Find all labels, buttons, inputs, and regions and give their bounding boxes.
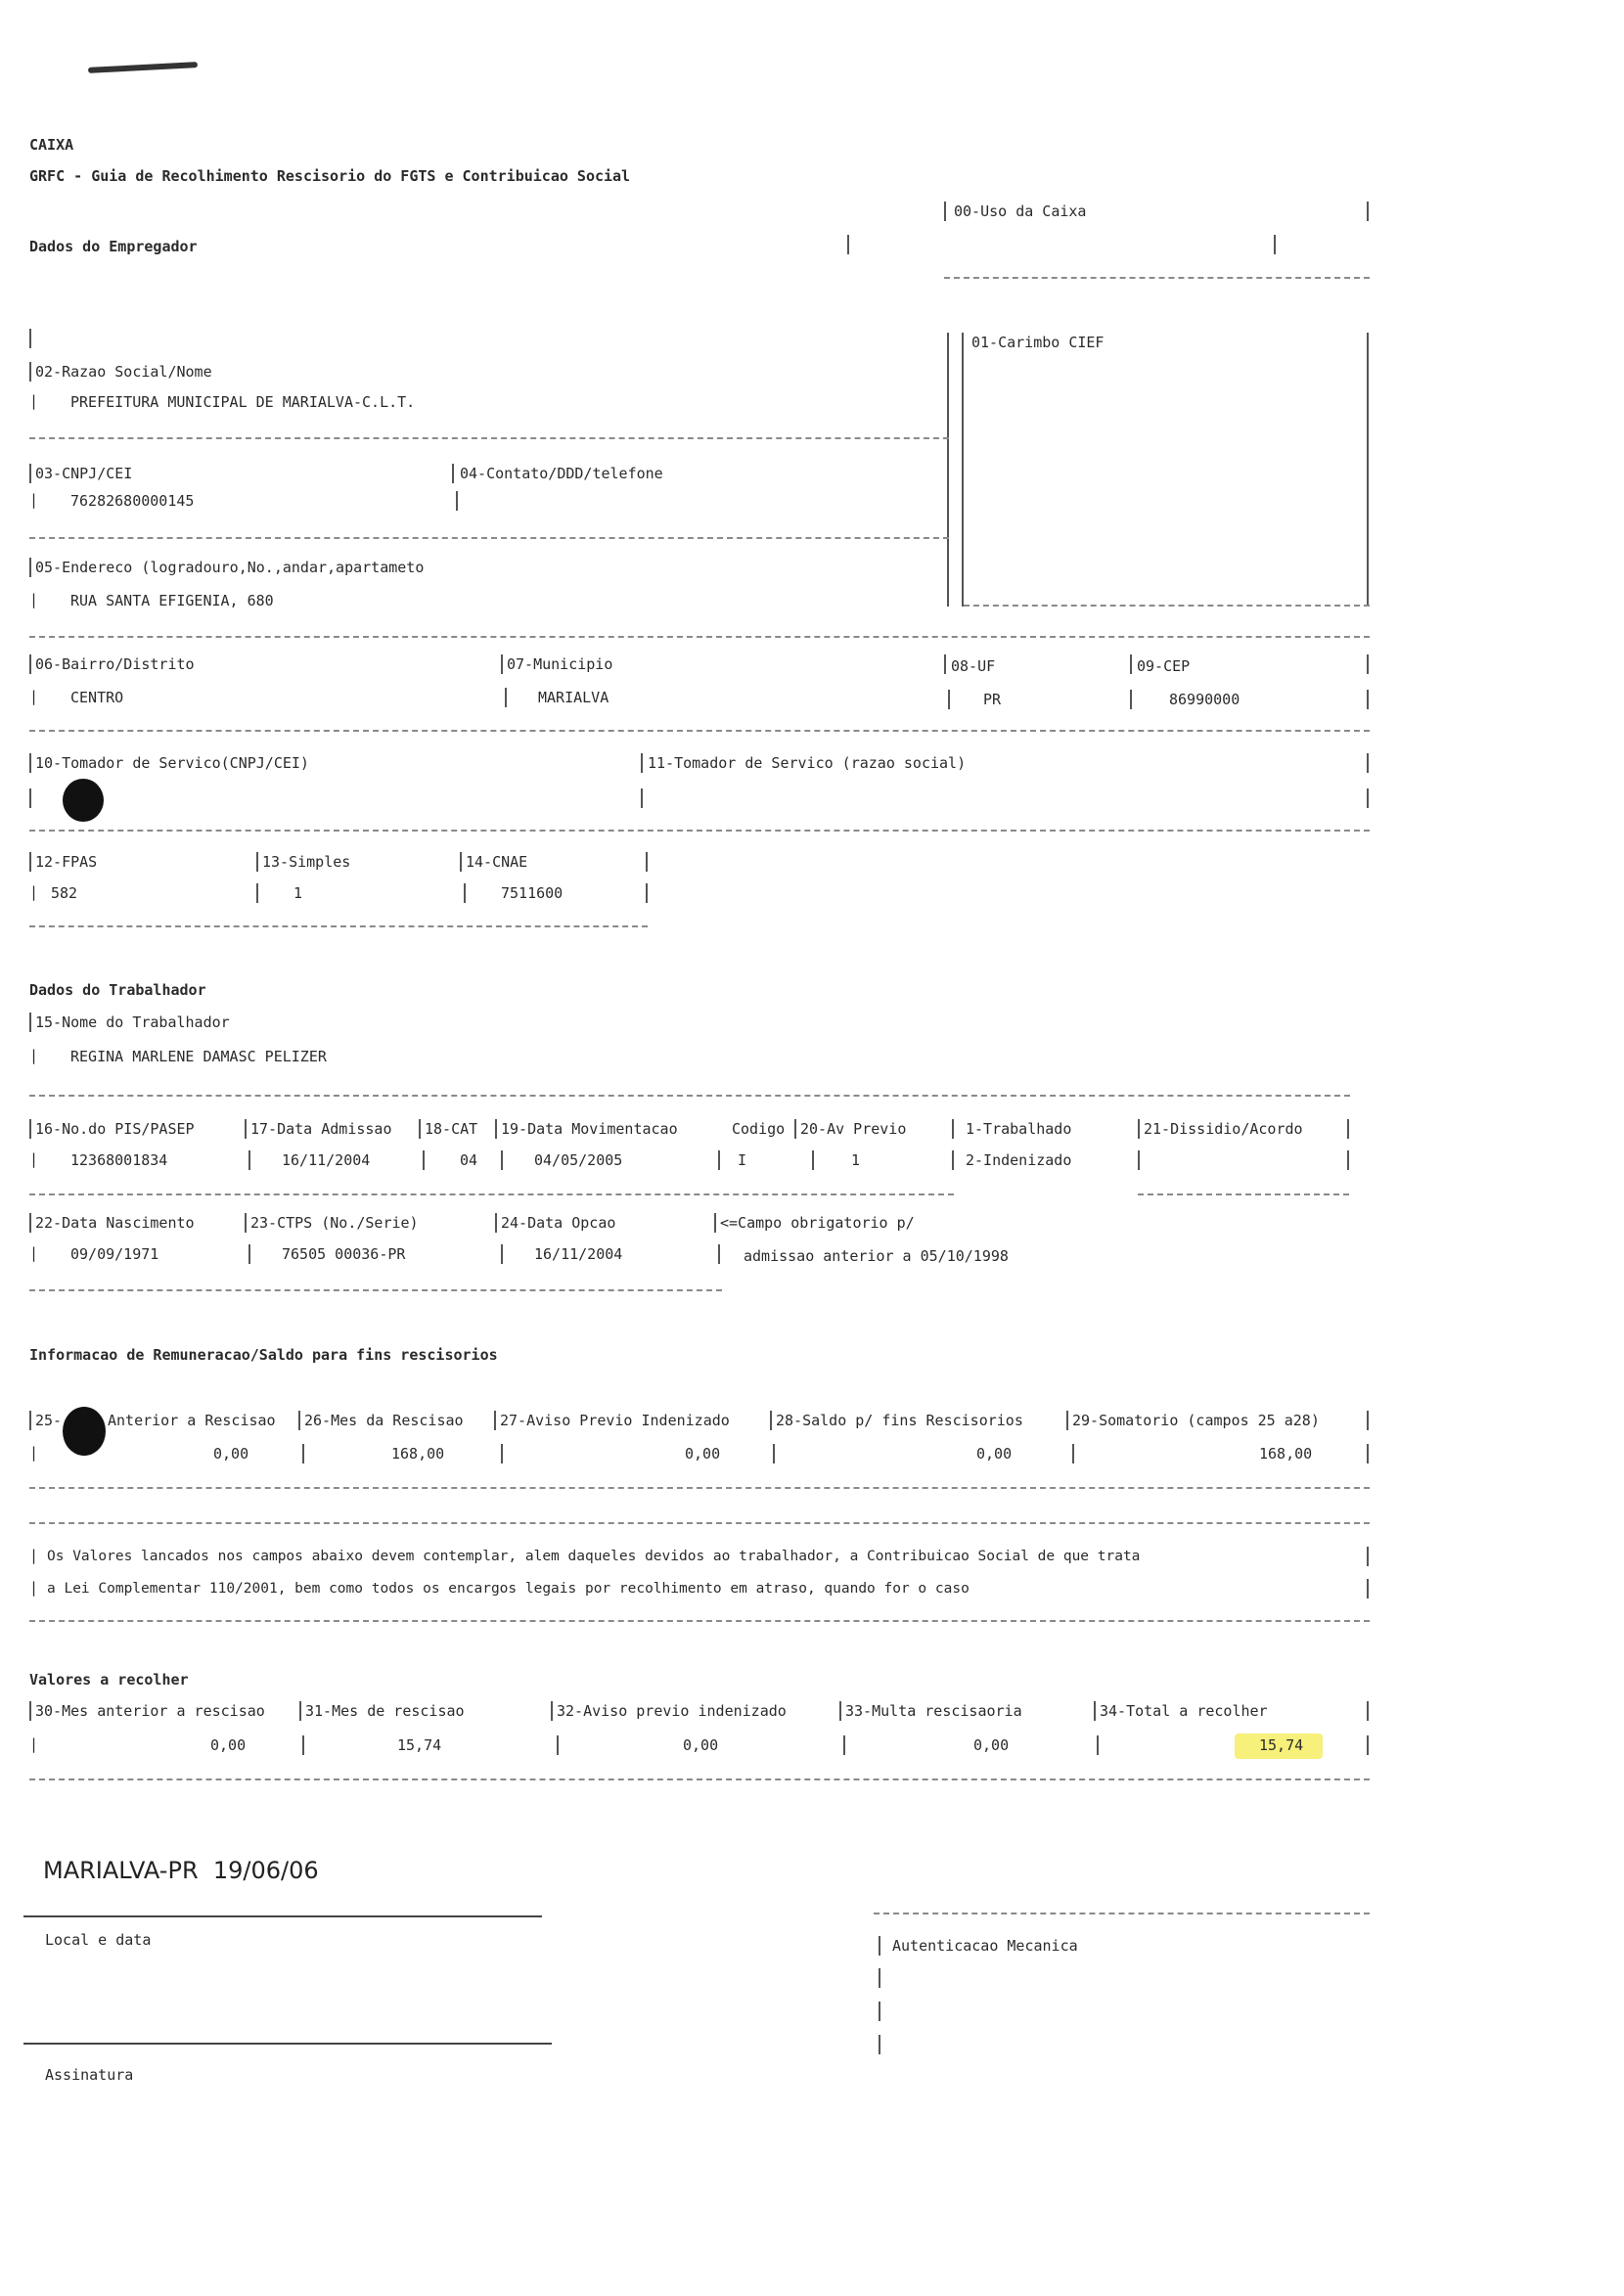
field-33-value: 0,00 [973,1736,1010,1754]
field-06-value: CENTRO [70,689,124,706]
divider [501,1244,503,1264]
divider [794,1119,796,1139]
divider [812,1150,814,1170]
divider [29,329,31,348]
field-28-label: 28-Saldo p/ fins Rescisorios [776,1412,1023,1429]
divider [1138,1193,1349,1195]
divider [1130,654,1132,674]
divider [29,830,1370,832]
divider [302,1444,304,1463]
divider [29,1411,31,1430]
bank-name: CAIXA [29,136,74,154]
divider [718,1150,720,1170]
field-08-value: PR [983,691,1002,708]
divider [879,2002,880,2021]
divider [1367,1547,1369,1566]
field-28-value: 0,00 [976,1445,1013,1463]
field-14-label: 14-CNAE [466,853,528,871]
field-07-label: 07-Municipio [507,655,613,673]
field-29-label: 29-Somatorio (campos 25 a28) [1072,1412,1320,1429]
field-32-label: 32-Aviso previo indenizado [557,1702,787,1720]
divider [718,1244,720,1264]
divider [1367,654,1369,674]
bar-mark: | [29,1150,39,1168]
field-15-label: 15-Nome do Trabalhador [35,1013,230,1031]
field-32-value: 0,00 [683,1736,719,1754]
signature-line [23,2043,552,2045]
divider [419,1119,421,1139]
field-24-label: 24-Data Opcao [501,1214,616,1232]
codigo-value: I [738,1151,747,1169]
field-12-label: 12-FPAS [35,853,98,871]
divider [29,730,1370,732]
divider [494,1411,496,1430]
divider [641,753,643,773]
divider [1347,1119,1349,1139]
employer-section-title: Dados do Empregador [29,238,198,255]
local-data-value: MARIALVA-PR 19/06/06 [43,1857,319,1884]
divider [1367,1579,1369,1598]
bar-mark: | [29,1735,39,1753]
divider [1367,333,1369,607]
divider [1347,1150,1349,1170]
divider [29,362,31,382]
field-03-value: 76282680000145 [70,492,195,510]
field-33-label: 33-Multa rescisaoria [845,1702,1022,1720]
field-09-value: 86990000 [1169,691,1241,708]
divider [29,1013,31,1032]
field-07-value: MARIALVA [538,689,609,706]
divider [714,1213,716,1233]
field-04-label: 04-Contato/DDD/telefone [460,465,663,482]
divider [495,1119,497,1139]
divider [879,1968,880,1988]
field-34-value: 15,74 [1259,1736,1304,1754]
divider [501,1444,503,1463]
divider [29,1289,722,1291]
field-02-label: 02-Razao Social/Nome [35,363,212,381]
divider [944,654,946,674]
field-25-label: 25- [35,1412,63,1429]
field-34-label: 34-Total a recolher [1100,1702,1268,1720]
divider [879,2035,880,2054]
divider [646,852,648,872]
divider [641,788,643,808]
divider [423,1150,425,1170]
av-previo-option-1: 1-Trabalhado [966,1120,1072,1138]
field-02-value: PREFEITURA MUNICIPAL DE MARIALVA-C.L.T. [70,393,416,411]
divider [879,1936,880,1956]
divider [29,788,31,808]
divider [29,1778,1370,1780]
divider [874,1913,1370,1914]
divider [495,1213,497,1233]
signature-label: Assinatura [45,2066,134,2084]
field-06-label: 06-Bairro/Distrito [35,655,195,673]
field-21-label: 21-Dissidio/Acordo [1144,1120,1303,1138]
field-13-label: 13-Simples [262,853,351,871]
remuneration-section-title: Informacao de Remuneracao/Saldo para fins rescisorios [29,1346,498,1364]
divider [557,1735,559,1755]
divider [460,852,462,872]
field-27-label: 27-Aviso Previo Indenizado [500,1412,730,1429]
divider [245,1119,247,1139]
bar-mark: | [29,1244,39,1262]
divider [299,1701,301,1721]
divider [29,852,31,872]
values-section-title: Valores a recolher [29,1671,189,1688]
divider [1138,1119,1140,1139]
bar-mark: | [29,591,39,608]
divider [1367,753,1369,773]
notice-line-1: Os Valores lancados nos campos abaixo devem contemplar, alem daqueles devidos ao trabalhador, a Contribuicao Social de que trata [47,1549,1141,1564]
divider [29,1193,954,1195]
divider [1367,1411,1369,1430]
field-31-value: 15,74 [397,1736,442,1754]
divider [1367,788,1369,808]
divider [248,1150,250,1170]
field-16-value: 12368001834 [70,1151,168,1169]
divider [248,1244,250,1264]
field-17-label: 17-Data Admissao [250,1120,392,1138]
field-16-label: 16-No.do PIS/PASEP [35,1120,195,1138]
divider [501,1150,503,1170]
divider [29,636,1370,638]
field-03-label: 03-CNPJ/CEI [35,465,133,482]
field-29-value: 168,00 [1259,1445,1313,1463]
divider [302,1735,304,1755]
divider [1094,1701,1096,1721]
divider [1367,690,1369,709]
divider [773,1444,775,1463]
divider [29,1119,31,1139]
divider [947,333,949,607]
bar-mark: | [29,688,39,705]
divider [29,437,949,439]
field-24-value: 16/11/2004 [534,1245,623,1263]
divider [456,491,458,511]
ink-blot [63,779,104,822]
divider [29,537,949,539]
divider [1367,202,1369,221]
divider [256,852,258,872]
field-23-value: 76505 00036-PR [282,1245,406,1263]
divider [245,1213,247,1233]
divider [29,558,31,577]
field-13-value: 1 [293,884,303,902]
divider [551,1701,553,1721]
bar-mark: | [29,1579,39,1597]
ink-blot [63,1407,106,1456]
divider [1138,1150,1140,1170]
field-19-label: 19-Data Movimentacao [501,1120,678,1138]
divider [1367,1701,1369,1721]
divider [501,654,503,674]
divider [29,925,648,927]
form-title: GRFC - Guia de Recolhimento Rescisorio do FGTS e Contribuicao Social [29,167,631,185]
field-20-value: 1 [851,1151,861,1169]
codigo-label: Codigo [732,1120,786,1138]
field-05-value: RUA SANTA EFIGENIA, 680 [70,592,274,609]
field-12-value: 582 [51,884,78,902]
autenticacao-label: Autenticacao Mecanica [892,1937,1078,1955]
divider [944,202,946,221]
divider [1066,1411,1068,1430]
field-20-label: 20-Av Previo [800,1120,907,1138]
bar-mark: | [29,392,39,410]
divider [964,605,1370,607]
field-18-value: 04 [460,1151,478,1169]
divider [839,1701,841,1721]
divider [952,1119,954,1139]
bar-mark: | [29,1444,39,1462]
field-31-label: 31-Mes de rescisao [305,1702,465,1720]
local-data-line [23,1915,542,1917]
admission-note-line-2: admissao anterior a 05/10/1998 [744,1247,1009,1265]
divider [646,883,648,903]
divider [452,464,454,483]
scan-mark [88,62,198,73]
field-30-label: 30-Mes anterior a rescisao [35,1702,265,1720]
divider [29,1095,1350,1097]
divider [770,1411,772,1430]
admission-note-line-1: <=Campo obrigatorio p/ [720,1214,915,1232]
field-01-label: 01-Carimbo CIEF [971,334,1105,351]
divider [843,1735,845,1755]
field-00-label: 00-Uso da Caixa [954,203,1087,220]
bar-mark: | [29,883,39,901]
field-09-label: 09-CEP [1137,657,1191,675]
divider [29,753,31,773]
field-10-label: 10-Tomador de Servico(CNPJ/CEI) [35,754,309,772]
field-25-value: 0,00 [213,1445,249,1463]
field-26-value: 168,00 [391,1445,445,1463]
divider [29,654,31,674]
divider [464,883,466,903]
av-previo-option-2: 2-Indenizado [966,1151,1072,1169]
divider [29,1701,31,1721]
divider [298,1411,300,1430]
field-11-label: 11-Tomador de Servico (razao social) [648,754,967,772]
divider [847,235,849,254]
field-08-label: 08-UF [951,657,996,675]
divider [1072,1444,1074,1463]
field-17-value: 16/11/2004 [282,1151,371,1169]
field-22-label: 22-Data Nascimento [35,1214,195,1232]
divider [1274,235,1276,254]
divider [948,690,950,709]
bar-mark: | [29,1047,39,1064]
field-22-value: 09/09/1971 [70,1245,159,1263]
divider [1367,1735,1369,1755]
divider [1367,1444,1369,1463]
field-18-label: 18-CAT [425,1120,478,1138]
divider [256,883,258,903]
field-26-label: 26-Mes da Rescisao [304,1412,464,1429]
local-data-label: Local e data [45,1931,152,1949]
field-30-value: 0,00 [210,1736,247,1754]
divider [505,688,507,707]
notice-line-2: a Lei Complementar 110/2001, bem como todos os encargos legais por recolhimento em atraso, quando for o caso [47,1581,970,1597]
worker-section-title: Dados do Trabalhador [29,981,206,999]
divider [944,277,1370,279]
bar-mark: | [29,491,39,509]
divider [29,1213,31,1233]
divider [962,333,964,607]
divider [1130,690,1132,709]
field-15-value: REGINA MARLENE DAMASC PELIZER [70,1048,327,1065]
field-23-label: 23-CTPS (No./Serie) [250,1214,419,1232]
field-05-label: 05-Endereco (logradouro,No.,andar,apartameto [35,559,425,576]
divider [29,1620,1370,1622]
field-19-value: 04/05/2005 [534,1151,623,1169]
field-14-value: 7511600 [501,884,564,902]
divider [29,1522,1370,1524]
divider [29,464,31,483]
field-25-label-rest: Anterior a Rescisao [108,1412,276,1429]
divider [952,1150,954,1170]
divider [1097,1735,1099,1755]
field-27-value: 0,00 [685,1445,721,1463]
divider [29,1487,1370,1489]
bar-mark: | [29,1547,39,1564]
